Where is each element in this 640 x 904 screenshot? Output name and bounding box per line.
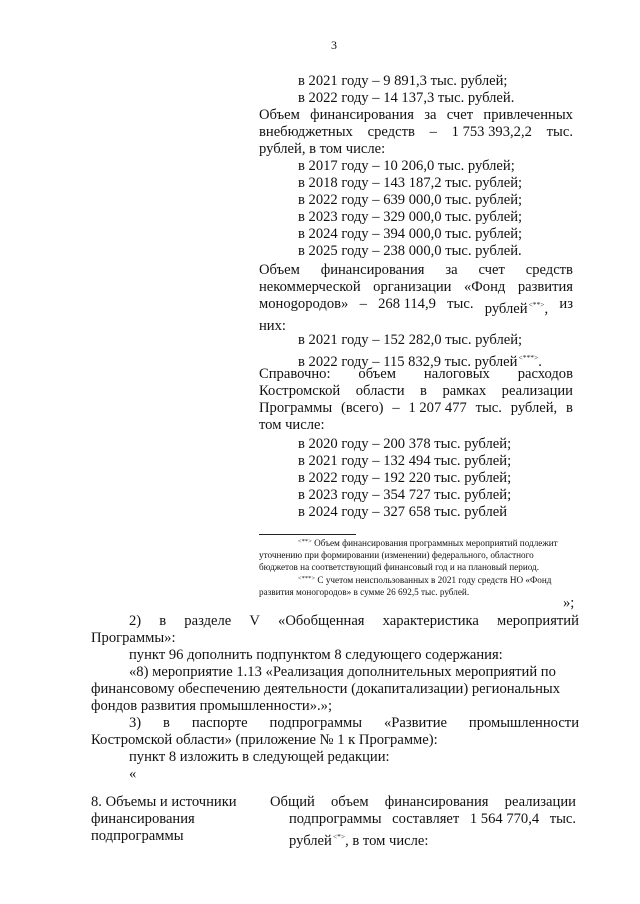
justified-line: Объем финансирования за счет привлеченных (259, 107, 573, 123)
footnote-line: <**> Объем финансирования программных мероприятий подлежит (298, 538, 558, 548)
footnote-line: <***> С учетом неиспользованных в 2021 году средств НО «Фонд (298, 575, 552, 585)
table-row-right-cell (270, 794, 576, 850)
justified-line: Костромской области в рамках реализации (259, 383, 573, 399)
justified-line: Объем финансирования за счет средств (259, 262, 573, 278)
paragraph-line: Программы»: (91, 630, 176, 646)
extra-budget-paragraph (259, 107, 573, 158)
paragraph-5 (91, 715, 579, 749)
footnote-ref: <***> (518, 353, 539, 362)
amount-line: в 2021 году – 132 494 тыс. рублей; (298, 453, 512, 469)
tax-paragraph (259, 366, 573, 434)
amount-line: в 2024 году – 327 658 тыс. рублей (298, 504, 508, 520)
table-cell-line: 8. Объемы и источники (91, 794, 237, 810)
fund-paragraph (259, 262, 573, 335)
footnote-line: развития моногородов» в сумме 26 692,5 тыс. рублей. (259, 587, 470, 597)
paragraph-line: них: (259, 318, 286, 334)
paragraph-6: пункт 8 изложить в следующей редакции: (129, 749, 390, 765)
amount-line: в 2021 году – 9 891,3 тыс. рублей; (298, 73, 508, 89)
table-cell-line: подпрограммы (91, 828, 184, 844)
paragraph-3: пункт 96 дополнить подпунктом 8 следующего содержания: (129, 647, 503, 663)
justified-line: Программы (всего) – 1 207 477 тыс. рублей, в (259, 400, 573, 416)
amount-lines-d (298, 436, 511, 521)
paragraph-4 (91, 664, 579, 715)
amount-line: в 2017 году – 10 206,0 тыс. рублей; (298, 158, 515, 174)
paragraph-line: Костромской области» (приложение № 1 к Программе): (91, 732, 438, 748)
amount-lines-a (298, 73, 514, 107)
amount-line: в 2023 году – 329 000,0 тыс. рублей; (298, 209, 523, 225)
footnote-ref: <*> (332, 832, 346, 841)
amount-line: в 2021 году – 152 282,0 тыс. рублей; (298, 332, 523, 348)
justified-line: некоммерческой организации «Фонд развития (259, 279, 573, 295)
amount-lines-b (298, 158, 522, 260)
footnote-ref: <**> (528, 300, 545, 309)
amount-line: в 2025 году – 238 000,0 тыс. рублей. (298, 243, 522, 259)
justified-line: Общий объем финансирования реализации (270, 794, 576, 810)
amount-line: в 2018 году – 143 187,2 тыс. рублей; (298, 175, 523, 191)
amount-line: в 2022 году – 192 220 тыс. рублей; (298, 470, 512, 486)
justified-line: 3) в паспорте подпрограммы «Развитие промышленности (129, 715, 579, 731)
footnotes (259, 536, 573, 598)
amount-line: в 2022 году – 14 137,3 тыс. рублей. (298, 90, 515, 106)
amount-line: в 2024 году – 394 000,0 тыс. рублей; (298, 226, 523, 242)
paragraph-line: «8) мероприятие 1.13 «Реализация дополнительных мероприятий по (129, 664, 556, 680)
justified-line: монogородов» – 268 114,9 тыс. рублей<**>, из (259, 296, 573, 317)
justified-line: 2) в разделе V «Обобщенная характеристика мероприятий (129, 613, 579, 629)
justified-line: Справочно: объем налоговых расходов (259, 366, 573, 382)
open-quote: « (129, 766, 137, 782)
amount-line: в 2020 году – 200 378 тыс. рублей; (298, 436, 512, 452)
amount-line: в 2023 году – 354 727 тыс. рублей; (298, 487, 512, 503)
footnote-divider (259, 534, 356, 535)
paragraph-2 (91, 613, 579, 647)
footnote-line: уточнению при формировании (изменении) федерального, областного (259, 550, 534, 560)
table-row-left-cell (91, 794, 237, 845)
table-cell-line: финансирования (91, 811, 195, 827)
footnote-line: бюджетов на соответствующий финансовый год и на плановый период. (259, 562, 540, 572)
paragraph-line: том числе: (259, 417, 325, 433)
paragraph-line: фондов развития промышленности».»; (91, 698, 333, 714)
closing-quote: »; (563, 595, 575, 611)
paragraph-line: финансовому обеспечению деятельности (докапитализации) региональных (91, 681, 561, 697)
paragraph-line: рублей, в том числе: (259, 141, 386, 157)
page-number: 3 (331, 38, 337, 52)
amount-line: в 2022 году – 639 000,0 тыс. рублей; (298, 192, 523, 208)
table-cell-line: рублей<*>, в том числе: (289, 832, 429, 849)
justified-line: внебюджетных средств – 1 753 393,2,2 тыс. (259, 124, 573, 140)
amount-line: в 2022 году – 115 832,9 тыс. рублей<***>. (298, 353, 542, 370)
justified-line: подпрограммы составляет 1 564 770,4 тыс. (289, 811, 576, 827)
